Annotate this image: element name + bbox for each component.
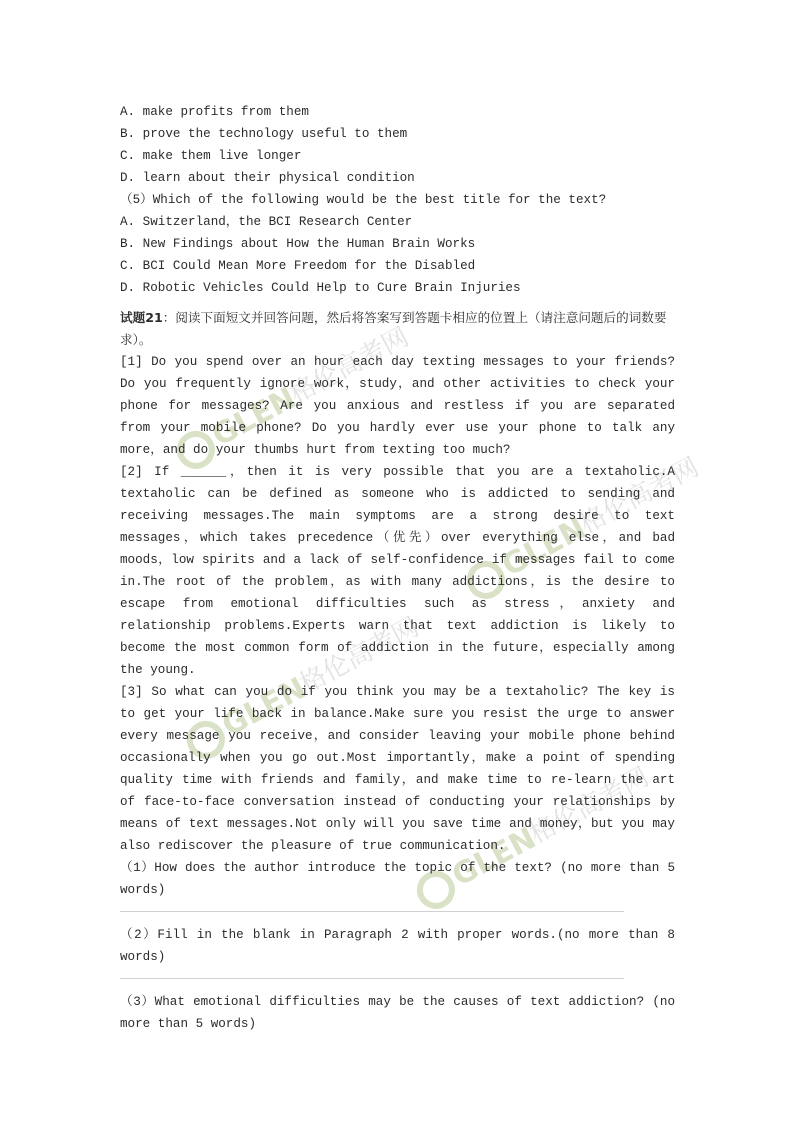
answer-line-1[interactable] xyxy=(120,911,624,912)
question-1: （1）How does the author introduce the topic of the text? (no more than 5 words) xyxy=(120,861,675,897)
q5-option-a: A. Switzerland，the BCI Research Center xyxy=(120,215,413,229)
answer-line-2[interactable] xyxy=(120,978,624,979)
q21-instruction: ：阅读下面短文并回答问题，然后将答案写到答题卡相应的位置上（请注意问题后的词数要求）。 xyxy=(120,310,667,347)
option-a: A. make profits from them xyxy=(120,105,309,119)
q5-option-d: D. Robotic Vehicles Could Help to Cure Brain Injuries xyxy=(120,281,521,295)
svg-text:GLEN: GLEN xyxy=(206,380,302,454)
q5-option-b: B. New Findings about How the Human Brain Works xyxy=(120,237,476,251)
question-2: （2）Fill in the blank in Paragraph 2 with proper words.(no more than 8 words) xyxy=(120,928,675,964)
paragraph-1: [1] Do you spend over an hour each day texting messages to your friends? Do you frequently ignore work，study，and other activities to check your phone for messages? Are you anxious and restless if you are separated from your mobile phone? Do you hardly ever use your phone to talk any more，and do your thumbs hurt from texting too much? xyxy=(120,355,675,457)
document-body xyxy=(120,101,675,1035)
paragraph-3: [3] So what can you do if you think you may be a textaholic? The key is to get your life back in balance.Make sure you resist the urge to answer every message you receive，and consider leaving your mobile phone behind occasionally when you go out.Most importantly，make a point of spending quality time with friends and family，and make time to re-learn the art of face-to-face conversation instead of conducting your relationships by means of text messages.Not only will you save time and money，but you may also rediscover the pleasure of true communication. xyxy=(120,685,675,853)
q4-options xyxy=(120,101,675,189)
svg-text:GLEN: GLEN xyxy=(496,510,592,584)
option-c: C. make them live longer xyxy=(120,149,302,163)
svg-text:格伦高考网: 格伦高考网 xyxy=(295,612,424,700)
option-b: B. prove the technology useful to them xyxy=(120,127,408,141)
q21-label: 试题21 xyxy=(120,310,163,325)
q5-option-c: C. BCI Could Mean More Freedom for the Disabled xyxy=(120,259,476,273)
paragraph-2: [2] If ______，then it is very possible that you are a textaholic.A textaholic can be defined as someone who is addicted to sending and receiving messages.The main symptoms are a strong desire to text messages，which takes precedence（优先）over everything else，and bad moods，low spirits and a lack of self-confidence if messages fail to come in.The root of the problem，as with many addictions，is the desire to escape from emotional difficulties such as stress，anxiety and relationship problems.Experts warn that text addiction is likely to become the most common form of addiction in the future，especially among the young. xyxy=(120,465,675,677)
q5-stem: （5）Which of the following would be the best title for the text? xyxy=(120,193,607,207)
svg-text:GLEN: GLEN xyxy=(446,820,542,894)
q5-block xyxy=(120,189,675,299)
svg-text:GLEN: GLEN xyxy=(216,670,312,744)
svg-text:格伦高考网: 格伦高考网 xyxy=(575,452,704,540)
option-d: D. learn about their physical condition xyxy=(120,171,415,185)
svg-text:格伦高考网: 格伦高考网 xyxy=(525,762,654,850)
question-3: （3）What emotional difficulties may be the causes of text addiction? (no more than 5 words) xyxy=(120,995,675,1031)
q21-heading xyxy=(120,307,675,351)
svg-text:格伦高考网: 格伦高考网 xyxy=(285,322,414,410)
